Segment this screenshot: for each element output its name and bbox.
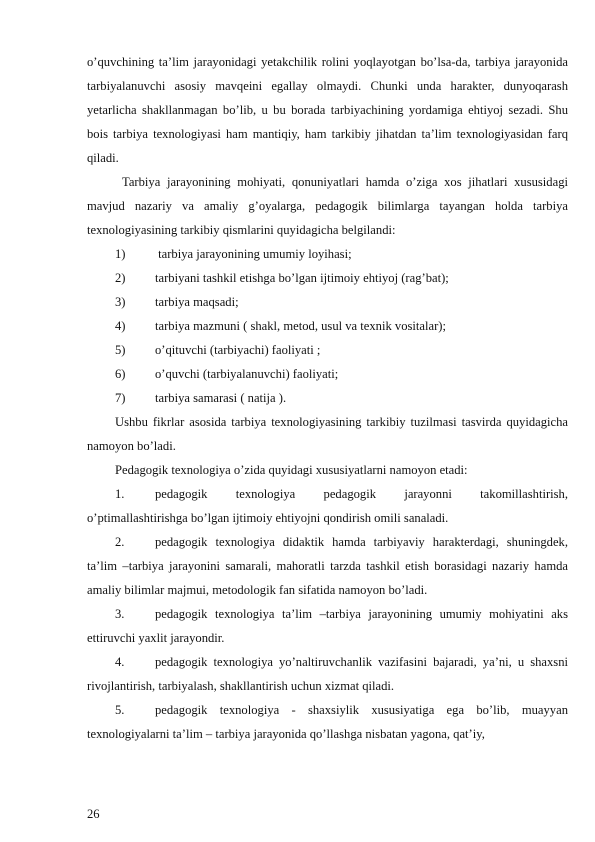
list-item-number: 4) [115, 319, 126, 333]
list-item-number: 1. [115, 487, 125, 501]
features-list [87, 482, 568, 746]
list-item-text: tarbiya mazmuni ( shakl, metod, usul va texnik vositalar); [155, 319, 446, 333]
list-item [87, 290, 568, 314]
page-number: 26 [87, 807, 100, 821]
list-item-text: pedagogik texnologiya pedagogik jarayonni takomillashtirish, o’ptimallashtirishga bo’lgan ijtimoiy ehtiyojni qondirish omili sanaladi. [87, 487, 568, 525]
list-item-text: pedagogik texnologiya didaktik hamda tarbiyaviy harakterdagi, shuningdek, ta’lim –tarbiya jarayonini samarali, mahoratli tarzda tashkil etish borasidagi nazariy hamda amaliy bilimlar majmui, metodologik fan sifatida namoyon bo’ladi. [87, 535, 568, 597]
list-item-number: 5. [115, 703, 125, 717]
list-item-text: o’quvchi (tarbiyalanuvchi) faoliyati; [155, 367, 339, 381]
list-item [87, 650, 568, 698]
list-item [87, 530, 568, 602]
list-item [87, 314, 568, 338]
list-item-text: pedagogik texnologiya yo’naltiruvchanlik vazifasini bajaradi, ya’ni, u shaxsni rivojlantirish, tarbiyalash, shakllantirish uchun xizmat qiladi. [87, 655, 568, 693]
paragraph-components-intro: Tarbiya jarayonining mohiyati, qonuniyatlari hamda o’ziga xos jihatlari xususidagi mavjud nazariy va amaliy g’oyalarga, pedagogik bilimlarga tayangan holda tarbiya texnologiyasining tarkibiy qismlarini quyidagicha belgilandi: [87, 175, 568, 237]
list-item-number: 5) [115, 343, 126, 357]
list-item [87, 482, 568, 530]
document-page [87, 50, 568, 746]
list-item-number: 2) [115, 271, 126, 285]
list-item-text: tarbiyani tashkil etishga bo’lgan ijtimoiy ehtiyoj (rag’bat); [155, 271, 449, 285]
list-item-number: 6) [115, 367, 126, 381]
list-item-number: 3. [115, 607, 125, 621]
list-item-text: tarbiya samarasi ( natija ). [155, 391, 287, 405]
paragraph-intro: o’quvchining ta’lim jarayonidagi yetakchilik rolini yoqlayotgan bo’lsa-da, tarbiya jarayonida tarbiyalanuvchi asosiy mavqeini egallay olmaydi. Chunki unda harakter, dunyoqarash yetarlicha shakllanmagan bo’lib, u bu borada tarbiyachining yordamiga ehtiyoj sezadi. Shu bois tarbiya texnologiyasi ham mantiqiy, ham tarkibiy jihatdan ta’lim texnologiyasidan farq qiladi. [87, 55, 568, 165]
components-list [87, 242, 568, 410]
list-item [87, 602, 568, 650]
list-item [87, 266, 568, 290]
paragraph-features-intro: Pedagogik texnologiya o’zida quyidagi xususiyatlarni namoyon etadi: [115, 463, 468, 477]
list-item [87, 362, 568, 386]
list-item-number: 3) [115, 295, 126, 309]
list-item-number: 7) [115, 391, 126, 405]
list-item-number: 2. [115, 535, 125, 549]
list-item [87, 386, 568, 410]
list-item-text: o’qituvchi (tarbiyachi) faoliyati ; [155, 343, 321, 357]
list-item [87, 242, 568, 266]
paragraph-structure: Ushbu fikrlar asosida tarbiya texnologiyasining tarkibiy tuzilmasi tasvirda quyidagicha namoyon bo’ladi. [87, 415, 568, 453]
list-item-text: tarbiya maqsadi; [155, 295, 239, 309]
list-item-text: tarbiya jarayonining umumiy loyihasi; [155, 247, 352, 261]
list-item [87, 338, 568, 362]
list-item-text: pedagogik texnologiya - shaxsiylik xususiyatiga ega bo’lib, muayyan texnologiyalarni ta’lim – tarbiya jarayonida qo’llashga nisbatan yagona, qat’iy, [87, 703, 568, 741]
list-item-number: 1) [115, 247, 126, 261]
list-item-text: pedagogik texnologiya ta’lim –tarbiya jarayonining umumiy mohiyatini aks ettiruvchi yaxlit jarayondir. [87, 607, 568, 645]
list-item-number: 4. [115, 655, 125, 669]
list-item [87, 698, 568, 746]
